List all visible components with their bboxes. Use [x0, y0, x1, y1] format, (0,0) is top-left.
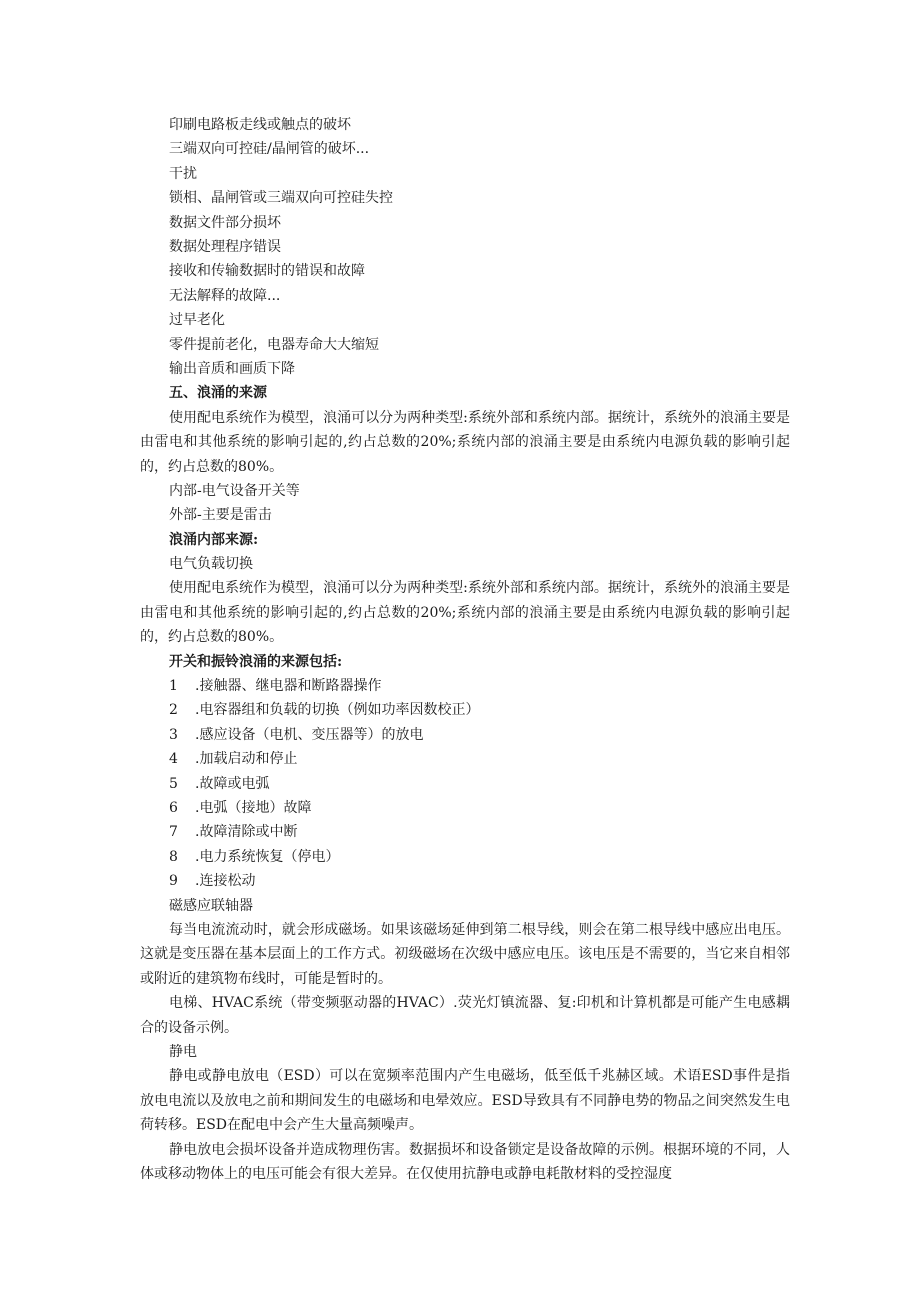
text-line: 零件提前老化，电器寿命大大缩短: [169, 336, 379, 353]
text-line: 干扰: [169, 165, 197, 182]
text-line: 数据文件部分损坏: [169, 214, 281, 231]
text-line: 三端双向可控硅/晶闸管的破坏...: [169, 141, 370, 158]
list-item: [140, 772, 790, 796]
section-heading: 五、浪涌的来源: [169, 385, 267, 402]
text-line: 磁感应联轴器: [169, 897, 253, 914]
text-line: 无法解释的故障...: [169, 287, 281, 304]
list-item-text: .电力系统恢复（停电）: [195, 848, 340, 865]
list-number: 7: [169, 824, 178, 841]
list-item-text: .故障清除或中断: [195, 824, 298, 841]
list-item: [140, 674, 790, 698]
subsection-heading: 开关和振铃浪涌的来源包括:: [169, 653, 343, 670]
list-item-text: .感应设备（电机、变压器等）的放电: [195, 726, 424, 743]
paragraph: 使用配电系统作为模型，浪涌可以分为两种类型:系统外部和系统内部。据统计，系统外的浪涌主要是由雷电和其他系统的影响引起的,约占总数的20%;系统内部的浪涌主要是由系统内电源负载的影响引起的，约占总数的80%。: [140, 409, 790, 475]
list-item: [140, 698, 790, 722]
list-number: 2: [169, 702, 178, 719]
text-line: 静电: [169, 1044, 197, 1061]
list-item: [140, 747, 790, 771]
subsection-heading: 浪涌内部来源:: [169, 531, 259, 548]
text-line: 过早老化: [169, 312, 225, 329]
list-item-text: .电容器组和负载的切换（例如功率因数校正）: [195, 702, 480, 719]
list-item-text: .电弧（接地）故障: [195, 800, 312, 817]
list-item: [140, 869, 790, 893]
paragraph: 静电放电会损坏设备并造成物理伤害。数据损坏和设备锁定是设备故障的示例。根据环境的不同，人体或移动物体上的电压可能会有很大差异。在仅使用抗静电或静电耗散材料的受控湿度: [140, 1141, 790, 1183]
list-item: [140, 820, 790, 844]
list-item: [140, 723, 790, 747]
text-line: 数据处理程序错误: [169, 238, 281, 255]
text-line: 输出音质和画质下降: [169, 360, 295, 377]
text-line: 电气负载切换: [169, 556, 253, 573]
paragraph: 每当电流流动时，就会形成磁场。如果该磁场延伸到第二根导线，则会在第二根导线中感应出电压。这就是变压器在基本层面上的工作方式。初级磁场在次级中感应电压。该电压是不需要的，当它来自相邻或附近的建筑物布线时，可能是暂时的。: [140, 921, 790, 987]
list-item-text: .加载启动和停止: [195, 751, 298, 768]
list-number: 4: [169, 751, 178, 768]
paragraph: 电梯、HVAC系统（带变频驱动器的HVAC）.荧光灯镇流器、复:印机和计算机都是可能产生电感耦合的设备示例。: [140, 995, 790, 1036]
list-item-text: .故障或电弧: [195, 775, 270, 792]
document-body: [140, 113, 790, 1186]
paragraph: 使用配电系统作为模型，浪涌可以分为两种类型:系统外部和系统内部。据统计，系统外的浪涌主要是由雷电和其他系统的影响引起的,约占总数的20%;系统内部的浪涌主要是由系统内电源负载的影响引起的，约占总数的80%。: [140, 580, 790, 646]
list-number: 3: [169, 726, 178, 743]
paragraph: 静电或静电放电（ESD）可以在宽频率范围内产生电磁场，低至低千兆赫区域。术语ESD事件是指放电电流以及放电之前和期间发生的电磁场和电晕效应。ESD导致具有不同静电势的物品之间突然发生电荷转移。ESD在配电中会产生大量高频噪声。: [140, 1068, 790, 1134]
list-number: 5: [169, 775, 178, 792]
text-line: 接收和传输数据时的错误和故障: [169, 263, 365, 280]
list-item-text: .连接松动: [195, 873, 256, 890]
list-number: 6: [169, 800, 178, 817]
list-number: 1: [169, 678, 178, 695]
text-line: 内部-电气设备开关等: [169, 482, 300, 499]
list-item: [140, 796, 790, 820]
text-line: 锁相、晶闸管或三端双向可控硅失控: [169, 190, 393, 207]
list-number: 9: [169, 873, 178, 890]
list-item-text: .接触器、继电器和断路器操作: [195, 678, 382, 695]
text-line: 外部-主要是雷击: [169, 507, 272, 524]
text-line: 印刷电路板走线或触点的破坏: [169, 117, 351, 133]
list-item: [140, 845, 790, 869]
list-number: 8: [169, 848, 178, 865]
